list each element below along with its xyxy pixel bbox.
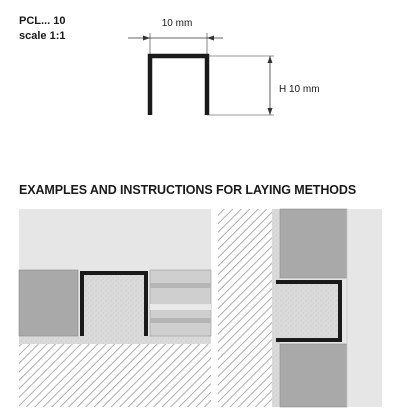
profile-scale: scale 1:1 [19,30,66,42]
height-arrow-bottom [268,108,273,115]
tile-right [150,270,211,336]
width-dimension-label: 10 mm [161,18,193,29]
wall-profile-grout [280,283,340,339]
tile-left [19,270,78,336]
wall-substrate-hatch [218,209,272,407]
u-profile-shape [150,56,207,115]
wall-adhesive [272,209,280,407]
section-title: EXAMPLES AND INSTRUCTIONS FOR LAYING METHODS [19,183,357,197]
width-arrow-right [207,36,214,41]
height-dimension-label: H 10 mm [279,84,320,95]
profile-cross-section [128,33,274,115]
adhesive-bed [19,336,211,344]
wall-laying-example [218,209,382,407]
substrate-hatch [19,344,211,407]
profile-model: PCL... 10 [19,15,66,27]
wall-tile-lower [280,344,347,407]
floor-laying-example [19,209,211,407]
width-arrow-left [143,36,150,41]
wall-tile-upper [280,209,347,278]
height-arrow-top [268,56,273,63]
profile-grout-fill [82,273,145,336]
